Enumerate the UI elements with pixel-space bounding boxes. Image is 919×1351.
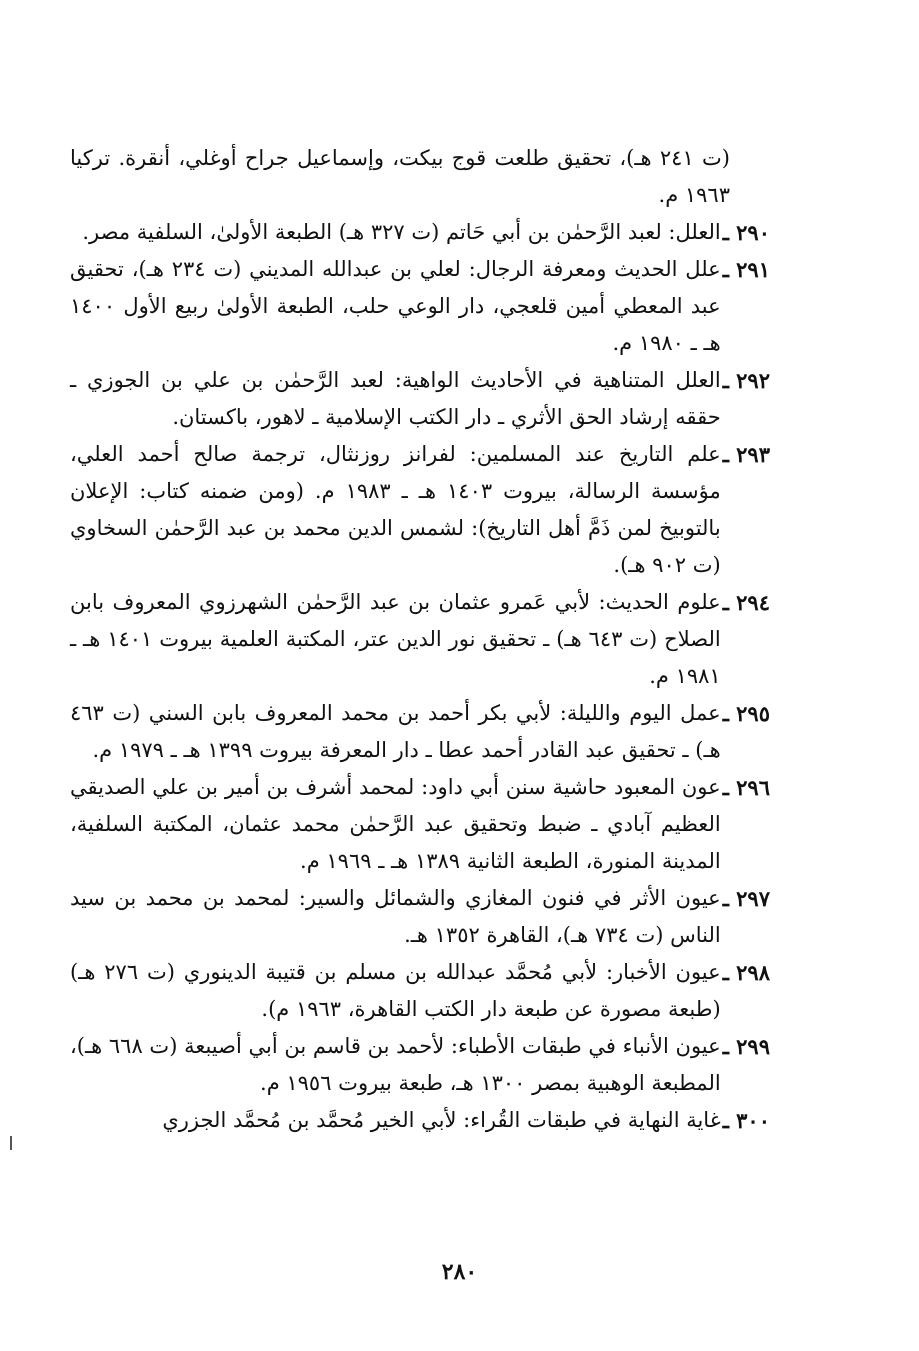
- entry-text: عمل اليوم والليلة: لأبي بكر أحمد بن محمد المعروف بابن السني (ت ٤٦٣ هـ) ـ تحقيق عبد القادر أحمد عطا ـ دار المعرفة بيروت ١٣٩٩ هـ ـ ١٩٧٩ م.: [70, 701, 721, 762]
- bibliography-entry: [70, 436, 770, 584]
- bibliography-entry: [70, 954, 770, 1028]
- bibliography-entry: [70, 1102, 770, 1139]
- entry-text: (ت ٢٤١ هـ)، تحقيق طلعت قوج بيكت، وإسماعيل جراح أوغلي، أنقرة. تركيا ١٩٦٣ م.: [70, 146, 730, 207]
- entry-text: علل الحديث ومعرفة الرجال: لعلي بن عبدالله المديني (ت ٢٣٤ هـ)، تحقيق عبد المعطي أمين قلعجي، دار الوعي حلب، الطبعة الأولىٰ ربيع الأول ١٤٠٠ هـ ـ ١٩٨٠ م.: [70, 257, 721, 355]
- entry-number: ٢٩٨ ـ: [722, 960, 770, 985]
- bibliography-entry: [70, 584, 770, 695]
- entry-number: ٢٩٥ ـ: [722, 701, 770, 726]
- entry-number: ٢٩١ ـ: [722, 257, 770, 282]
- entry-text: عيون الأخبار: لأبي مُحمَّد عبدالله بن مسلم بن قتيبة الدينوري (ت ٢٧٦ هـ) (طبعة مصورة عن طبعة دار الكتب القاهرة، ١٩٦٣ م).: [70, 960, 721, 1021]
- continuation-entry: [70, 140, 770, 214]
- bibliography-entry: [70, 362, 770, 436]
- page-number: ٢٨٠: [441, 1259, 478, 1285]
- entry-text: علوم الحديث: لأبي عَمرو عثمان بن عبد الرَّحمٰن الشهرزوي المعروف بابن الصلاح (ت ٦٤٣ هـ) ـ تحقيق نور الدين عتر، المكتبة العلمية بيروت ١٤٠١ هـ ـ ١٩٨١ م.: [70, 590, 721, 688]
- bibliography-entry: [70, 251, 770, 362]
- entry-number: ٢٩٧ ـ: [722, 886, 770, 911]
- entry-text: العلل: لعبد الرَّحمٰن بن أبي حَاتم (ت ٣٢٧ هـ) الطبعة الأولىٰ، السلفية مصر.: [82, 220, 721, 244]
- entry-number: ٢٩٠ ـ: [722, 220, 770, 245]
- bibliography-entry: [70, 695, 770, 769]
- entry-number: ٣٠٠ ـ: [722, 1108, 770, 1133]
- entry-text: علم التاريخ عند المسلمين: لفرانز روزنثال، ترجمة صالح أحمد العلي، مؤسسة الرسالة، بيروت ١٤٠٣ هـ ـ ١٩٨٣ م. (ومن ضمنه كتاب: الإعلان بالتوبيخ لمن ذَمَّ أهل التاريخ): لشمس الدين محمد بن عبد الرَّحمٰن السخاوي (ت ٩٠٢ هـ).: [70, 442, 721, 577]
- entry-text: عيون الأنباء في طبقات الأطباء: لأحمد بن قاسم بن أبي أصيبعة (ت ٦٦٨ هـ)، المطبعة الوهبية بمصر ١٣٠٠ هـ، طبعة بيروت ١٩٥٦ م.: [70, 1034, 721, 1095]
- entry-text: غاية النهاية في طبقات القُراء: لأبي الخير مُحمَّد بن مُحمَّد الجزري: [162, 1108, 721, 1132]
- entry-number: ٢٩٤ ـ: [722, 590, 770, 615]
- entry-text: العلل المتناهية في الأحاديث الواهية: لعبد الرَّحمٰن بن علي بن الجوزي ـ حققه إرشاد الحق الأثري ـ دار الكتب الإسلامية ـ لاهور، باكستان.: [70, 368, 721, 429]
- bibliography-entry: [70, 1028, 770, 1102]
- bibliography-entry: [70, 769, 770, 880]
- entry-text: عيون الأثر في فنون المغازي والشمائل والسير: لمحمد بن محمد بن سيد الناس (ت ٧٣٤ هـ)، القاهرة ١٣٥٢ هـ.: [70, 886, 721, 947]
- entry-number: ٢٩٣ ـ: [722, 442, 770, 467]
- entry-number: ٢٩٩ ـ: [722, 1034, 770, 1059]
- entry-text: عون المعبود حاشية سنن أبي داود: لمحمد أشرف بن أمير بن علي الصديقي العظيم آبادي ـ ضبط وتحقيق عبد الرَّحمٰن محمد عثمان، المكتبة السلفية، المدينة المنورة، الطبعة الثانية ١٣٨٩ هـ ـ ١٩٦٩ م.: [70, 775, 721, 873]
- bibliography-entry: [70, 880, 770, 954]
- bibliography-page-body: [70, 140, 770, 1139]
- entry-number: ٢٩٢ ـ: [722, 368, 770, 393]
- entry-number: ٢٩٦ ـ: [722, 775, 770, 800]
- scan-edge-mark: [10, 1136, 12, 1150]
- bibliography-entry: [70, 214, 770, 251]
